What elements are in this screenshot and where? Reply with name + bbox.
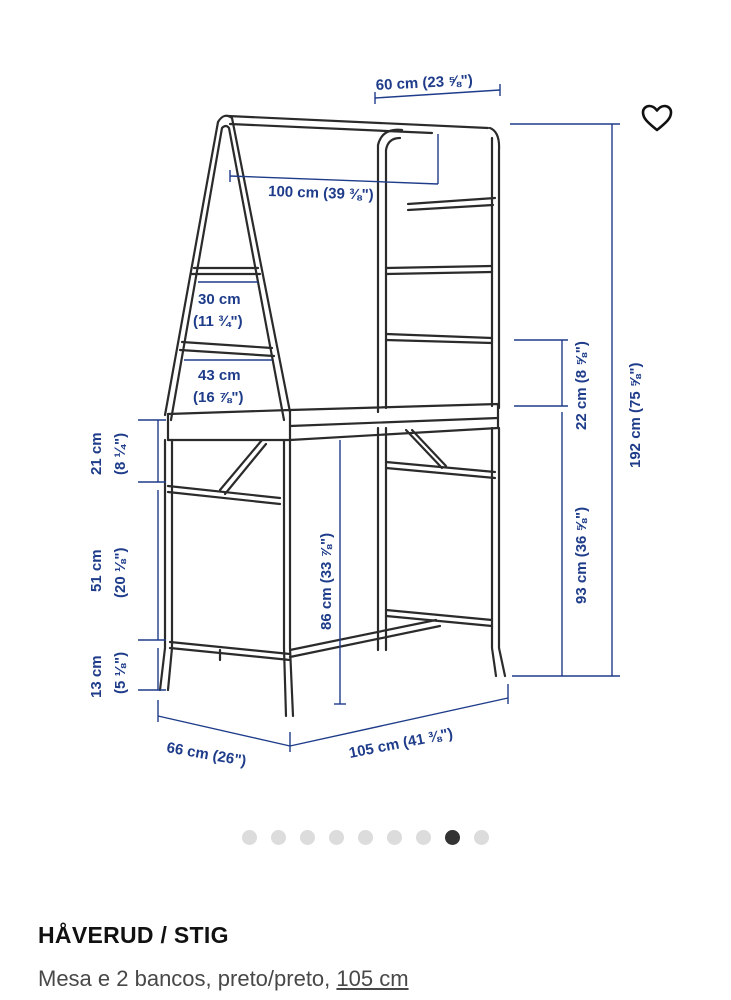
dim-stool-mid-cm: 51 cm [88, 549, 105, 592]
carousel-pagination [0, 830, 731, 850]
product-title: HÅVERUD / STIG [38, 922, 229, 948]
dim-stool-low-in: (5 ⅛") [112, 651, 129, 694]
dim-depth-top: 60 cm (23 ⅝") [375, 71, 474, 94]
dim-above-table: 22 cm (8 ⅝") [573, 341, 590, 430]
product-description [38, 966, 409, 992]
carousel-dot[interactable] [271, 830, 286, 845]
carousel-dot[interactable] [445, 830, 460, 845]
carousel-dot[interactable] [416, 830, 431, 845]
dim-table-height: 86 cm (33 ⅞") [318, 532, 335, 630]
carousel-dot[interactable] [242, 830, 257, 845]
carousel-dot[interactable] [329, 830, 344, 845]
size-link[interactable]: 105 cm [336, 966, 409, 991]
product-description-text: Mesa e 2 bancos, preto/preto, [38, 966, 337, 991]
dim-stool-top-in: (8 ¼") [112, 432, 129, 475]
carousel-dot[interactable] [300, 830, 315, 845]
dim-stool-low-cm: 13 cm [88, 655, 105, 698]
dim-shelf-small-in: (11 ¾") [193, 313, 243, 330]
carousel-dot[interactable] [474, 830, 489, 845]
dim-shelf-large-cm: 43 cm [198, 367, 241, 384]
carousel-dot[interactable] [387, 830, 402, 845]
dim-base-width: 105 cm (41 ⅜") [347, 725, 455, 762]
heart-icon [640, 103, 674, 133]
dim-stool-top-cm: 21 cm [88, 432, 105, 475]
carousel-dot[interactable] [358, 830, 373, 845]
dim-table-total: 93 cm (36 ⅝") [573, 506, 590, 604]
dim-base-depth: 66 cm (26") [165, 739, 248, 770]
dim-overall-height: 192 cm (75 ⅝") [627, 362, 644, 468]
wishlist-button[interactable] [638, 100, 676, 136]
dim-shelf-large-in: (16 ⅞") [193, 389, 244, 406]
dim-shelf-small-cm: 30 cm [198, 291, 241, 308]
dim-stool-mid-in: (20 ⅛") [112, 547, 129, 598]
dim-width-top: 100 cm (39 ⅜") [267, 183, 374, 204]
